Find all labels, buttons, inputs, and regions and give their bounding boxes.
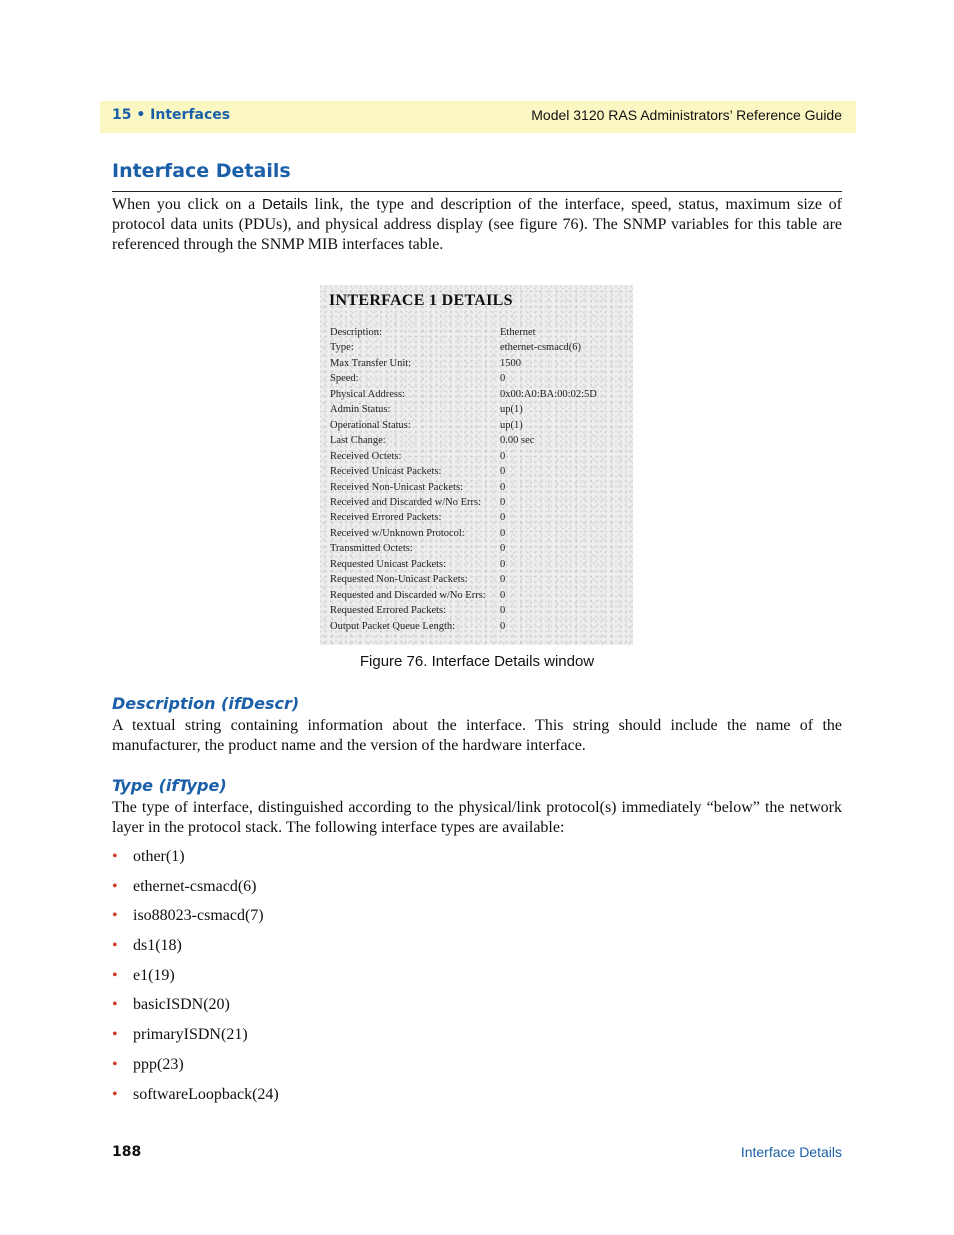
figure-row: [330, 543, 630, 558]
figure-row-label: Max Transfer Unit:: [330, 357, 412, 369]
list-item-text: ds1(18): [133, 937, 182, 955]
figure-row-value: 0: [500, 574, 506, 586]
figure-row: [330, 559, 630, 574]
interface-details-figure: [320, 285, 633, 645]
header-section-label: 15 • Interfaces: [112, 107, 231, 123]
header-guide-title: Model 3120 RAS Administrators’ Reference Guide: [531, 107, 842, 123]
figure-row: [330, 327, 630, 342]
figure-row-label: Received Errored Packets:: [330, 512, 442, 524]
figure-row-value: 0: [500, 543, 506, 555]
figure-row-label: Operational Status:: [330, 419, 411, 431]
figure-row: [330, 451, 630, 466]
figure-row-value: 0: [500, 620, 506, 632]
bullet-icon: •: [112, 1085, 118, 1103]
figure-row-value: 0: [500, 589, 506, 601]
figure-row: [330, 466, 630, 481]
intro-ui-term: Details: [261, 196, 308, 213]
bullet-icon: •: [112, 877, 118, 895]
figure-row-label: Description:: [330, 327, 382, 338]
figure-row-label: Received and Discarded w/No Errs:: [330, 496, 482, 508]
figure-row-value: 0: [500, 558, 506, 570]
figure-row-value: 0: [500, 466, 506, 478]
bullet-icon: •: [112, 1055, 118, 1073]
list-item-text: primaryISDN(21): [133, 1026, 248, 1044]
bullet-icon: •: [112, 848, 118, 865]
description-heading: Description (ifDescr): [112, 694, 300, 713]
figure-row-label: Type:: [330, 342, 354, 354]
bullet-icon: •: [112, 937, 118, 955]
type-paragraph: The type of interface, distinguished according to the physical/link protocol(s) immediately “below” the network layer in the protocol stack. The following interface types are available:: [112, 799, 842, 836]
intro-paragraph: [112, 195, 842, 255]
figure-row-label: Requested and Discarded w/No Errs:: [330, 589, 486, 601]
figure-caption: Figure 76. Interface Details window: [359, 653, 595, 670]
figure-row-label: Requested Non-Unicast Packets:: [330, 574, 468, 586]
figure-row-label: Received Non-Unicast Packets:: [330, 481, 463, 493]
figure-row-value: ethernet-csmacd(6): [500, 342, 582, 354]
figure-row: [330, 590, 630, 605]
heading-rule: [112, 191, 842, 192]
figure-row: [330, 512, 630, 527]
figure-row-value: 0: [500, 496, 506, 508]
page-number: 188: [112, 1144, 142, 1160]
figure-row-label: Received w/Unknown Protocol:: [330, 527, 465, 539]
intro-text-after: link, the type and description of the interface, speed, status, maximum size of protocol data units (PDUs), and physical address display (see figure 76). The SNMP variables for this table are referenced through the SNMP MIB interfaces table.: [112, 196, 843, 253]
figure-row-value: 0: [500, 512, 506, 524]
page-heading: Interface Details: [112, 160, 291, 182]
figure-row: [330, 404, 630, 419]
figure-row: [330, 435, 630, 450]
figure-row: [330, 342, 630, 357]
figure-row-label: Requested Unicast Packets:: [330, 558, 447, 570]
figure-row: [330, 605, 630, 620]
list-item-text: iso88023-csmacd(7): [133, 907, 264, 925]
list-item-text: ethernet-csmacd(6): [133, 877, 257, 895]
bullet-icon: •: [112, 966, 118, 984]
list-item-text: ppp(23): [133, 1055, 184, 1073]
bullet-icon: •: [112, 996, 118, 1014]
figure-row-value: 0: [500, 450, 506, 462]
figure-row-value: up(1): [500, 419, 523, 431]
type-heading: Type (ifType): [112, 776, 227, 795]
footer-section-name: Interface Details: [740, 1144, 842, 1160]
figure-row-value: 0.00 sec: [500, 435, 535, 447]
figure-row-label: Admin Status:: [330, 404, 391, 416]
figure-row-label: Received Unicast Packets:: [330, 466, 442, 478]
intro-text-before: When you click on a: [112, 196, 262, 213]
figure-row: [330, 373, 630, 388]
figure-row-label: Last Change:: [330, 435, 386, 447]
bullet-icon: •: [112, 1026, 118, 1044]
figure-row-value: 0: [500, 373, 506, 385]
figure-row-label: Requested Errored Packets:: [330, 605, 447, 617]
figure-row-label: Received Octets:: [330, 450, 402, 462]
list-item-text: basicISDN(20): [133, 996, 230, 1014]
figure-row: [330, 574, 630, 589]
figure-row: [330, 621, 630, 636]
figure-row: [330, 389, 630, 404]
list-item-text: softwareLoopback(24): [133, 1085, 279, 1103]
figure-row: [330, 420, 630, 435]
figure-row-value: 0: [500, 605, 506, 617]
list-item-text: other(1): [133, 848, 185, 865]
figure-title: INTERFACE 1 DETAILS: [329, 292, 513, 309]
figure-row-label: Transmitted Octets:: [330, 543, 413, 555]
running-header: [100, 101, 856, 133]
list-item-text: e1(19): [133, 966, 175, 984]
figure-row: [330, 482, 630, 497]
figure-row-value: 0x00:A0:BA:00:02:5D: [500, 388, 597, 400]
figure-row-value: Ethernet: [500, 327, 536, 338]
figure-row: [330, 358, 630, 373]
description-paragraph: A textual string containing information about the interface. This string should include the name of the manufacturer, the product name and the version of the hardware interface.: [112, 717, 842, 754]
figure-row-value: up(1): [500, 404, 523, 416]
figure-row-label: Physical Address:: [330, 388, 405, 400]
figure-row-label: Output Packet Queue Length:: [330, 620, 456, 632]
figure-row: [330, 497, 630, 512]
figure-row-label: Speed:: [330, 373, 359, 385]
figure-row: [330, 528, 630, 543]
bullet-icon: •: [112, 907, 118, 925]
figure-row-value: 1500: [500, 357, 521, 369]
figure-row-value: 0: [500, 481, 506, 493]
figure-row-value: 0: [500, 527, 506, 539]
